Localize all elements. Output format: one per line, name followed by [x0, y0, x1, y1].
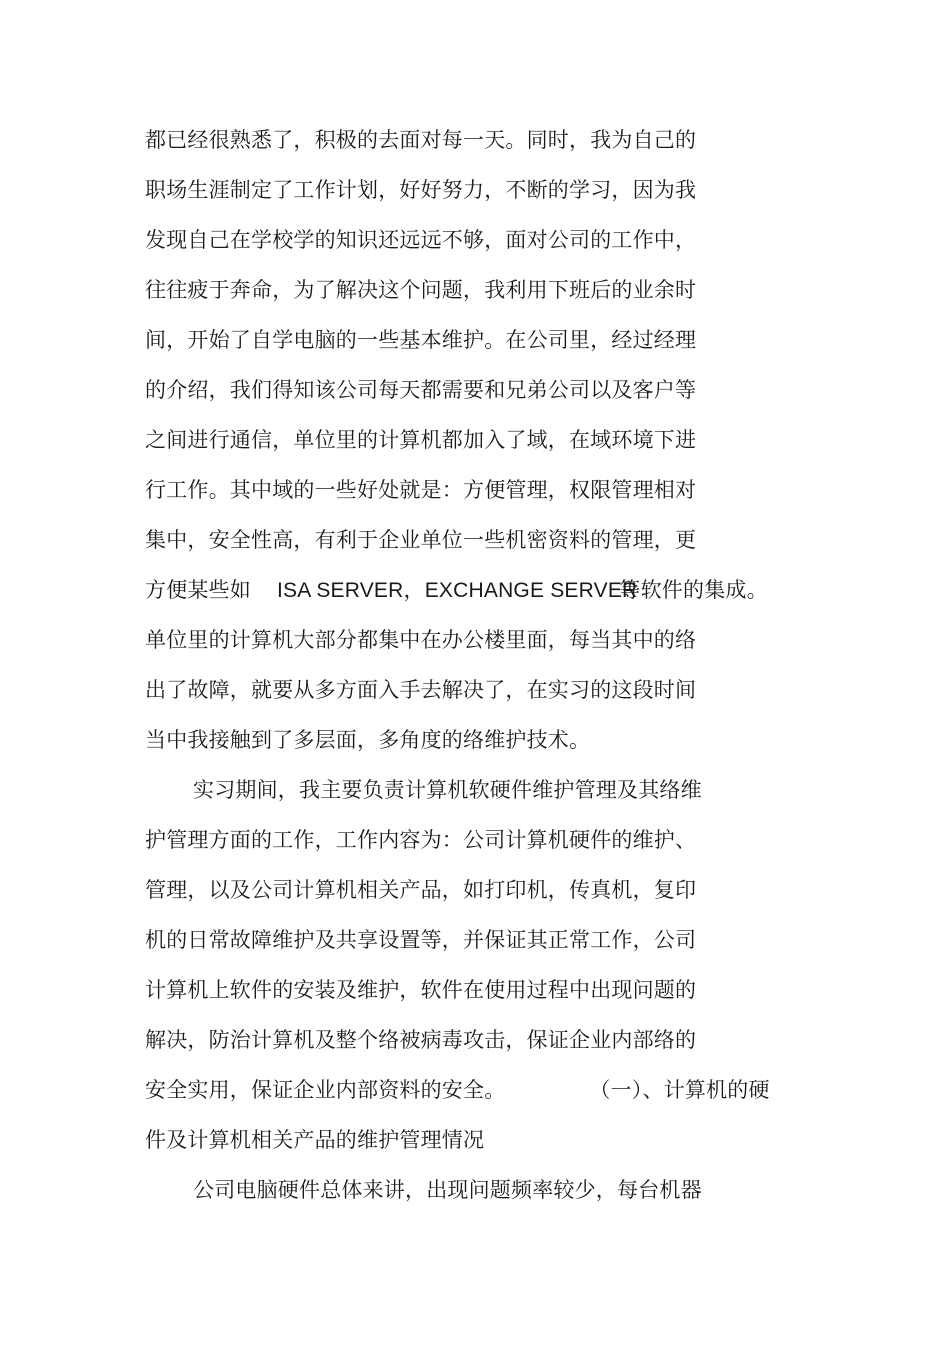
text-line: 单位里的计算机大部分都集中在办公楼里面，每当其中的络	[145, 628, 697, 652]
text-line: 管理，以及公司计算机相关产品，如打印机，传真机，复印	[145, 878, 697, 902]
section-heading-start: （一）、计算机的硬	[589, 1078, 770, 1102]
text-line: 职场生涯制定了工作计划，好好努力，不断的学习，因为我	[145, 178, 697, 202]
text-line: 往往疲于奔命，为了解决这个问题，我利用下班后的业余时	[145, 278, 697, 302]
text-segment: ，	[403, 578, 425, 602]
text-line: 机的日常故障维护及共享设置等，并保证其正常工作，公司	[145, 928, 697, 952]
section-heading-end: 件及计算机相关产品的维护管理情况	[145, 1128, 485, 1152]
text-line: 发现自己在学校学的知识还远远不够，面对公司的工作中，	[145, 228, 697, 252]
text-line: 集中，安全性高，有利于企业单位一些机密资料的管理，更	[145, 528, 697, 552]
text-line: 计算机上软件的安装及维护，软件在使用过程中出现问题的	[145, 978, 697, 1002]
text-line: 的介绍，我们得知该公司每天都需要和兄弟公司以及客户等	[145, 378, 697, 402]
text-segment: 等软件的集成。	[619, 578, 768, 602]
text-line: 解决，防治计算机及整个络被病毒攻击，保证企业内部络的	[145, 1028, 697, 1052]
text-line: 间，开始了自学电脑的一些基本维护。在公司里，经过经理	[145, 328, 697, 352]
text-line: 行工作。其中域的一些好处就是：方便管理，权限管理相对	[145, 478, 697, 502]
text-line: 之间进行通信，单位里的计算机都加入了域，在域环境下进	[145, 428, 697, 452]
text-line: 当中我接触到了多层面，多角度的络维护技术。	[145, 728, 591, 752]
text-segment-latin: ISA SERVER	[277, 579, 404, 602]
text-line-mixed-latin	[145, 574, 768, 606]
paragraph-first-line: 实习期间，我主要负责计算机软硬件维护管理及其络维	[193, 778, 702, 802]
text-segment: 安全实用，保证企业内部资料的安全。	[145, 1078, 506, 1102]
text-segment: 方便某些如	[145, 578, 251, 602]
text-line-with-heading	[145, 1074, 770, 1106]
text-segment-latin: EXCHANGE SERVER	[424, 579, 638, 602]
text-line: 护管理方面的工作，工作内容为：公司计算机硬件的维护、	[145, 828, 697, 852]
text-line: 都已经很熟悉了，积极的去面对每一天。同时，我为自己的	[145, 128, 697, 152]
paragraph-first-line: 公司电脑硬件总体来讲，出现问题频率较少，每台机器	[193, 1178, 702, 1202]
text-line: 出了故障，就要从多方面入手去解决了，在实习的这段时间	[145, 678, 697, 702]
